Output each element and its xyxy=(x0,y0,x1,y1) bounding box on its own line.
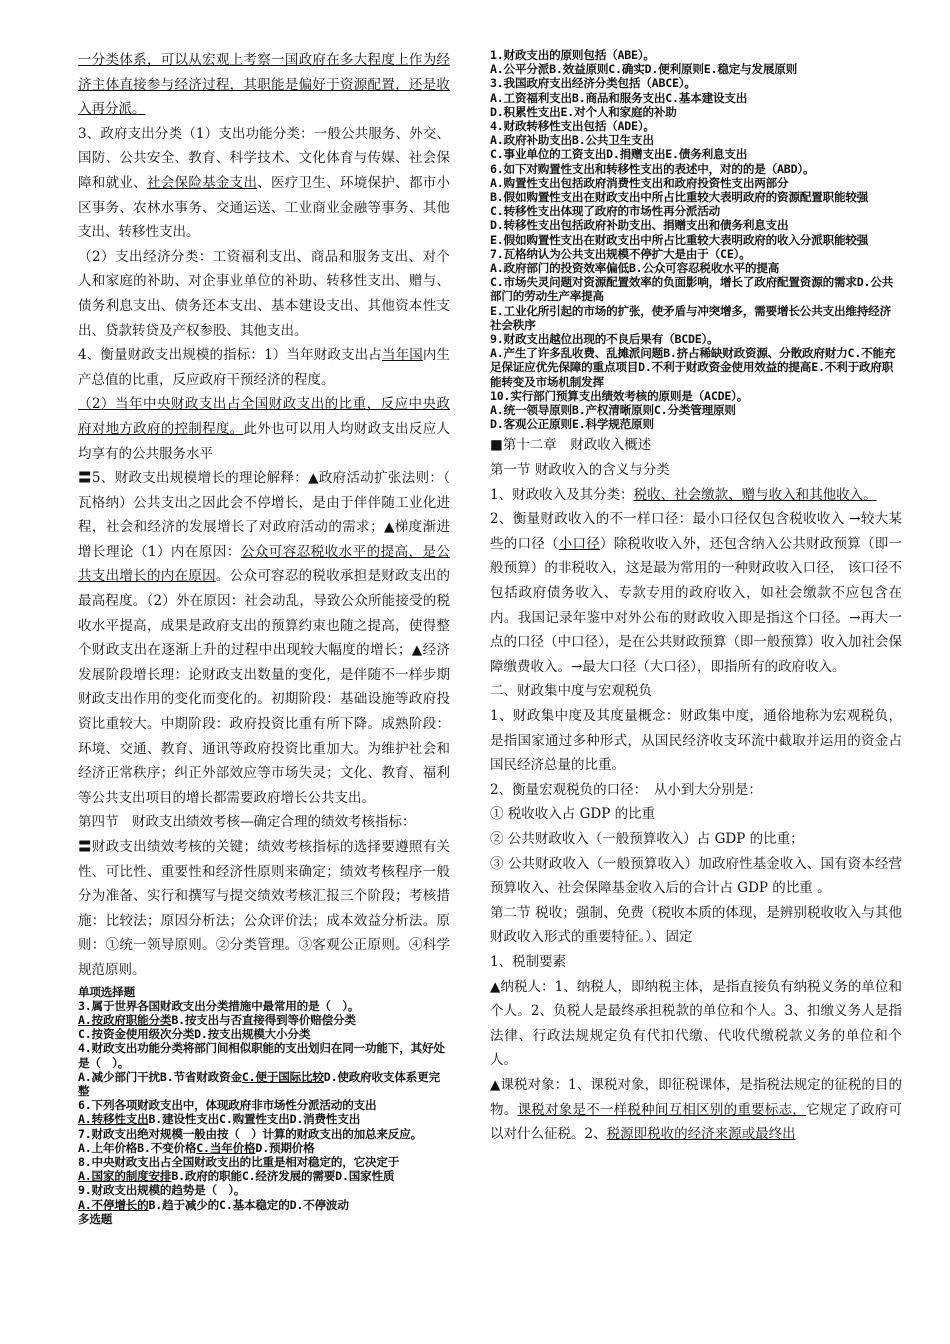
text-run: A.减少部门干扰B.节省财政资金 xyxy=(78,1069,242,1084)
quiz-line xyxy=(490,275,902,303)
text-run: 第一节 财政收入的含义与分类 xyxy=(490,462,670,479)
text-run: C.事业单位的工资支出D.捐赠支出E.债务利息支出 xyxy=(490,147,748,162)
quiz-line xyxy=(78,1070,450,1098)
text-run: 内生产总值的比重，反应政府干预经济的程度。 xyxy=(78,347,451,388)
text-run: 7.财政支出绝对规模一般由按（ ）计算的财政支出的加总来反应。 xyxy=(78,1126,422,1141)
text-run: B.假如购置性支出在财政支出中所占比重较大表明政府的资源配置职能较强 xyxy=(490,190,869,205)
text-run: 二、财政集中度与宏观税负 xyxy=(490,683,652,700)
text-run: D.积累性支出E.对个人和家庭的补助 xyxy=(490,104,677,119)
quiz-line xyxy=(490,62,902,76)
paragraph xyxy=(490,507,902,679)
quiz-line xyxy=(490,204,902,218)
text-run: E.工业化所引起的市场的扩张，使矛盾与冲突增多，需要增长公共支出维持经济社会秩序 xyxy=(490,303,891,332)
text-run: A.政府部门的投资效率偏低B.公众可容忍税收水平的提高 xyxy=(490,261,780,276)
text-run: 3.我国政府支出经济分类包括（ABCE）。 xyxy=(490,76,696,91)
text-run: C.市场失灵问题对资源配置效率的负面影响，增长了政府配置资源的需求D.公共部门的劳动生产率提高 xyxy=(490,275,894,304)
quiz-line xyxy=(490,91,902,105)
text-run: 多选题 xyxy=(78,1211,113,1226)
text-run: 第四节 财政支出绩效考核—确定合理的绩效考核指标： xyxy=(78,814,416,831)
quiz-line xyxy=(490,304,902,332)
underlined-text: 课税对象是不一样税种间互相区别的重要标志， xyxy=(517,1101,807,1118)
text-run: B.按支出与否直接得到等价赔偿分类 xyxy=(171,1012,356,1027)
underlined-text: 当年国 xyxy=(381,347,423,364)
paragraph xyxy=(490,704,902,778)
text-run: ② 公共财政收入（一般预算收入）占 GDP 的比重； xyxy=(490,830,804,847)
underlined-text: A.转移性支出 xyxy=(78,1112,149,1127)
text-run: 1、财政收入及其分类： xyxy=(490,486,634,503)
quiz-line xyxy=(78,1027,450,1041)
quiz-line xyxy=(78,1212,450,1226)
underlined-text: 公众可容忍税收水平的提高，是公共支出增长的内在原因 xyxy=(78,543,451,585)
underlined-text: C.便于国际比较 xyxy=(241,1069,324,1084)
quiz-line xyxy=(78,1183,450,1197)
quiz-line xyxy=(78,1112,450,1126)
text-run: B.趋于减少的C.基本稳定的D.不停波动 xyxy=(148,1197,349,1212)
underlined-text: A.按政府职能分类 xyxy=(78,1012,172,1027)
quiz-line xyxy=(490,147,902,161)
quiz-line xyxy=(78,985,450,999)
text-run: 3、政府支出分类（1）支出功能分类：一般公共服务、外交、国防、公共安全、教育、科学技术、文化体育与传媒、社会保障和就业、 xyxy=(78,125,450,191)
text-run: ▲纳税人：1、纳税人，即纳税主体，是指直接负有纳税义务的单位和个人。2、负税人是最终承担税款的单位和个人。3、扣缴义务人是指法律、行政法规规定负有代扣代缴、代收代缴税款义务的单位和个人。 xyxy=(490,978,902,1069)
quiz-line xyxy=(78,999,450,1013)
paragraph xyxy=(490,950,902,975)
underlined-text: C.当年价格 xyxy=(196,1140,256,1155)
quiz-line xyxy=(78,1013,450,1027)
text-run: A.政府补助支出B.公共卫生支出 xyxy=(490,133,654,148)
quiz-line xyxy=(78,1141,450,1155)
underlined-text: （2）当年中央财政支出占全国财政支出的比重，反应中央政府对地方政府的控制程度。 xyxy=(78,396,450,437)
text-run: 4.财政转移性支出包括（ADE）。 xyxy=(490,119,655,134)
paragraph xyxy=(490,483,902,508)
quiz-line xyxy=(490,190,902,204)
text-run: ③ 公共财政收入（一般预算收入）加政府性基金收入、国有资本经营预算收入、社会保障基金收入后的合计占 GDP 的比重 。 xyxy=(490,855,902,897)
quiz-line xyxy=(490,76,902,90)
text-run: 第二节 税收；强制、免费（税收本质的体现，是辨别税收收入与其他财政收入形式的重要特征。）、固定 xyxy=(490,904,902,946)
quiz-line xyxy=(490,403,902,417)
text-run: 、医疗卫生、环境保护、都市小区事务、农林水事务、交通运送、工业商业金融等事务、其他支出、转移性支出。 xyxy=(78,174,451,241)
text-run: A.公平分派B.效益原则C.确实D.便利原则E.稳定与发展原则 xyxy=(490,62,798,77)
paragraph xyxy=(490,901,902,950)
quiz-line xyxy=(490,346,902,389)
quiz-line xyxy=(78,1098,450,1112)
text-run: A.统一领导原则B.产权清晰原则C.分类管理原则 xyxy=(490,403,736,418)
text-run: 3.属于世界各国财政支出分类措施中最常用的是（ ）。 xyxy=(78,998,360,1013)
paragraph xyxy=(490,852,902,901)
quiz-line xyxy=(490,417,902,431)
quiz-line xyxy=(490,233,902,247)
paragraph xyxy=(78,122,450,245)
text-run: C.转移性支出体现了政府的市场性再分派活动 xyxy=(490,204,721,219)
text-run: 10.实行部门预算支出绩效考核的原则是（ACDE）。 xyxy=(490,388,749,403)
text-run: 4、衡量财政支出规模的指标：1）当年财政支出占 xyxy=(78,347,382,364)
text-run: D.客观公正原则E.科学规范原则 xyxy=(490,417,654,432)
paragraph xyxy=(490,679,902,704)
quiz-line xyxy=(490,133,902,147)
quiz-line xyxy=(490,176,902,190)
text-run: D.预期价格 xyxy=(255,1140,315,1155)
text-run: ）除税收收入外，还包含纳入公共财政预算（即一般预算）的非税收入，这是最为常用的一种财政收入口径， 该口径不包括政府债务收入、专款专用的政府收入，如社会缴款不应包含在内。我国记录年鉴中对外公布的财政收入即是指这个口径。→再大一点的口径（中口径），是在公共财政预算（即一般预算）收入加社会保障缴费收入。→最大口径（大口径），即指所有的政府收入。 xyxy=(490,535,903,675)
paragraph xyxy=(78,466,464,810)
text-run: 7.瓦格纳认为公共支出规模不停扩大是由于（CE）。 xyxy=(490,246,751,261)
text-run: B.政府的职能C.经济发展的需要D.国家性质 xyxy=(171,1169,395,1184)
text-run: ■第十二章 财政收入概述 xyxy=(490,437,652,454)
text-run: 2、衡量宏观税负的口径： 从小到大分别是： xyxy=(490,781,762,798)
quiz-line xyxy=(490,105,902,119)
paragraph xyxy=(78,835,450,983)
quiz-line xyxy=(78,1169,450,1183)
text-run: 〓5、财政支出规模增长的理论解释：▲政府活动扩张法则：（ 瓦格纳）公共支出之因此会不停增长，是由于伴伴随工业化进程，社会和经济的发展增长了对政府活动的需求；▲梯度渐进增长理论（1）内在原因： xyxy=(78,470,464,560)
quiz-line xyxy=(78,1041,450,1069)
quiz-line xyxy=(78,1127,450,1141)
text-run: 单项选择题 xyxy=(78,984,135,999)
paragraph xyxy=(490,1073,902,1147)
left-essay-section xyxy=(78,48,464,983)
left-column xyxy=(78,48,464,1333)
text-run: 6.如下对购置性支出和转移性支出的表述中，对的的是（ABD）。 xyxy=(490,161,815,176)
paragraph xyxy=(78,48,450,122)
text-run: 1、财政集中度及其度量概念：财政集中度，通俗地称为宏观税负，是指国家通过多种形式，从国民经济收支环流中截取并运用的资金占国民经济总量的比重。 xyxy=(490,708,902,774)
text-run: ▲课税对象：1、课税对象，即征税课体，是指税法规定的征税的目的物。 xyxy=(490,1076,902,1118)
quiz-line xyxy=(490,389,902,403)
underlined-text: A.不停增长的 xyxy=(78,1197,149,1212)
paragraph xyxy=(490,433,902,458)
underlined-text: 税收、社会缴款、赠与收入和其他收入。 xyxy=(633,486,877,503)
text-run: 4.财政支出功能分类将部门间相似职能的支出划归在同一功能下，其好处是（ ）。 xyxy=(78,1041,445,1070)
underlined-text: 税源即税收的经济来源或最终出 xyxy=(606,1126,796,1143)
quiz-line xyxy=(78,1155,450,1169)
paragraph xyxy=(490,975,902,1073)
underlined-text: 社会保险基金支出 xyxy=(146,174,258,191)
text-run: （2）支出经济分类：工资福利支出、商品和服务支出、对个人和家庭的补助、对企事业单位的补助、转移性支出、赠与、债务利息支出、债务还本支出、基本建设支出、其他资本性支出、贷款转贷及产权参股、其他支出。 xyxy=(78,248,450,339)
right-column xyxy=(490,48,902,1333)
text-run: 1.财政支出的原则包括（ABE）。 xyxy=(490,48,655,62)
text-run: D.使政府收支体系更完整 xyxy=(78,1069,440,1098)
text-run: C.按资金使用级次分类D.按支出规模大小分类 xyxy=(78,1027,311,1042)
quiz-line xyxy=(490,261,902,275)
text-run: 2、衡量财政收入的不一样口径：最小口径仅包含税收收入 →较大某些的口径（ xyxy=(490,511,902,552)
quiz-line xyxy=(490,48,902,62)
paragraph xyxy=(490,458,902,483)
text-run: 9.财政支出越位出现的不良后果有（BCDE）。 xyxy=(490,332,719,347)
quiz-line xyxy=(78,1198,450,1212)
text-run: D.转移性支出包括政府补助支出、捐赠支出和债务利息支出 xyxy=(490,218,789,233)
paragraph xyxy=(78,343,450,392)
paragraph xyxy=(78,810,450,835)
text-run: A.上年价格B.不变价格 xyxy=(78,1140,197,1155)
quiz-line xyxy=(490,162,902,176)
right-quiz-section xyxy=(490,48,902,431)
text-run: 6.下列各项财政支出中，体现政府非市场性分派活动的支出 xyxy=(78,1098,377,1113)
quiz-line xyxy=(490,119,902,133)
text-run: 1、税制要素 xyxy=(490,953,567,970)
paragraph xyxy=(490,778,902,803)
right-essay-section xyxy=(490,433,902,1146)
left-quiz-section xyxy=(78,985,450,1226)
paragraph xyxy=(490,827,902,852)
paragraph xyxy=(78,392,450,466)
text-run: 8.中央财政支出占全国财政支出的比重是相对稳定的，它决定于 xyxy=(78,1155,400,1169)
text-run: 9.财政支出规模的趋势是（ ）。 xyxy=(78,1183,246,1198)
text-run: 〓财政支出绩效考核的关键；绩效考核指标的选择要遵照有关性、可比性、重要性和经济性原则来确定；绩效考核程序一般分为准备、实行和撰写与提交绩效考核汇报三个阶段；考核措施：比较法；原因分析法；公众评价法；成本效益分析法。原则：①统一领导原则。②分类管理。③客观公正原则。④科学规范原则。 xyxy=(78,839,450,978)
underlined-text: 一分类体系，可以从宏观上考察一国政府在多大程度上作为经济主体直接参与经济过程，其职能是偏好于资源配置，还是收入再分派。 xyxy=(78,52,450,118)
text-run: 。公众可容忍的税收承担是财政支出的最高程度。（2）外在原因：社会动乱，导致公众所能接受的税收水平提高，成果是政府支出的预算约束也随之提高，使得整个财政支出在逐渐上升的过程中出现较大幅度的增长；▲经济发展阶段增长理：论财政支出数量的变化，是伴随不一样步期财政支出作用的变化而变化的。初期阶段：基础设施等政府投资比重较大。中期阶段：政府投资比重有所下降。成熟阶段：环境、交通、教育、通讯等政府投资比重加大。为维护社会和经济正常秩序；纠正外部效应等市场失灵；文化、教育、福利等公共支出项目的增长都需要政府增长公共支出。 xyxy=(78,568,451,806)
text-run: ① 税收收入占 GDP 的比重 xyxy=(490,806,656,823)
text-run: 它规定了政府可以对什么征税。2、 xyxy=(490,1101,903,1143)
paragraph xyxy=(490,802,902,827)
text-run: A.工资福利支出B.商品和服务支出C.基本建设支出 xyxy=(490,90,748,105)
text-run: A.产生了许多乱收费、乱摊派问题B.挤占稀缺财政资源、分散政府财力C.不能充足保证应优先保障的重点项目D.不利于财政资金使用效益的提高E.不利于政府职能转变及市场机制发挥 xyxy=(490,346,896,389)
quiz-line xyxy=(490,247,902,261)
paragraph xyxy=(78,245,450,343)
quiz-line xyxy=(490,332,902,346)
text-run: B.建设性支出C.购置性支出D.消费性支出 xyxy=(148,1112,361,1127)
underlined-text: A.国家的制度安排 xyxy=(78,1169,172,1184)
text-run: A.购置性支出包括政府消费性支出和政府投资性支出两部分 xyxy=(490,175,789,190)
underlined-text: 小口径 xyxy=(558,535,600,552)
text-run: E.假如购置性支出在财政支出中所占比重较大表明政府的收入分派职能较强 xyxy=(490,232,869,247)
text-run: 此外也可以用人均财政支出反应人均享有的公共服务水平 xyxy=(78,420,451,462)
quiz-line xyxy=(490,218,902,232)
